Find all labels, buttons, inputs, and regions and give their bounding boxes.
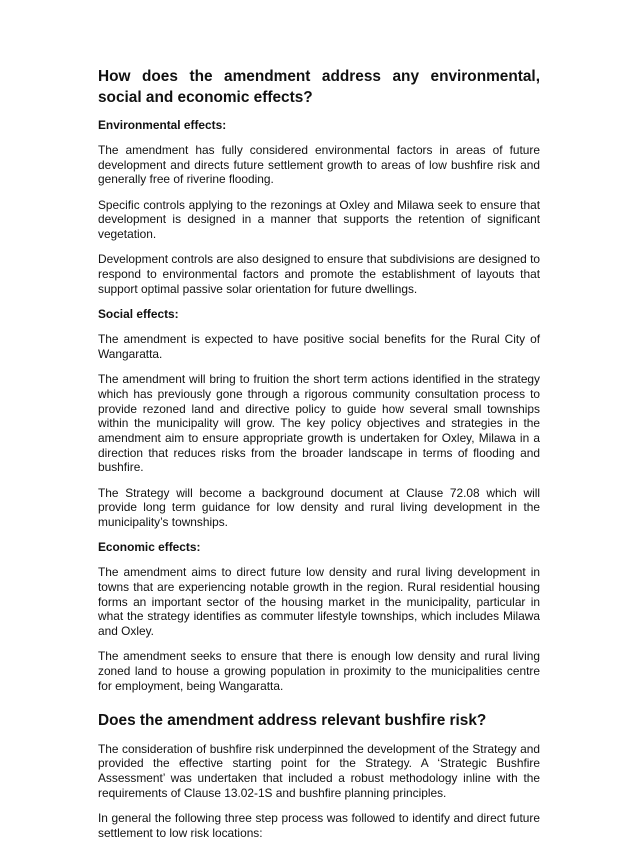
paragraph: The amendment seeks to ensure that there is enough low density and rural living zoned land to house a growing population in proximity to the municipalities centre for employment, being Wangaratta.	[98, 649, 540, 693]
paragraph: Specific controls applying to the rezonings at Oxley and Milawa seek to ensure that development is designed in a manner that supports the retention of significant vegetation.	[98, 197, 540, 242]
paragraph: The consideration of bushfire risk underpinned the development of the Strategy and provided the effective starting point for the Strategy. A ‘Strategic Bushfire Assessment’ was undertaken that included a robust methodology inline with the requirements of Clause 13.02-1S and bushfire planning principles.	[98, 741, 540, 800]
subheading-economic: Economic effects:	[98, 540, 201, 555]
section-heading-effects: How does the amendment address any environmental, social and economic effects?	[98, 68, 540, 106]
paragraph: The Strategy will become a background document at Clause 72.08 which will provide long term guidance for low density and rural living development in the municipality’s townships.	[98, 485, 540, 530]
paragraph: The amendment aims to direct future low density and rural living development in towns that are experiencing notable growth in the region. Rural residential housing forms an important sector of the housing market in the municipality, particular in what the strategy identifies as commuter lifestyle townships, which includes Milawa and Oxley.	[98, 565, 540, 639]
paragraph: The amendment has fully considered environmental factors in areas of future development and directs future settlement growth to areas of low bushfire risk and generally free of riverine flooding.	[98, 143, 540, 187]
paragraph: The amendment will bring to fruition the short term actions identified in the strategy which has previously gone through a rigorous community consultation process to provide rezoned land and directive policy to guide how several small townships within the municipality will grow. The key policy objectives and strategies in the amendment aim to ensure appropriate growth is undertaken for Oxley, Milawa in a direction that reduces risks from the broader landscape in terms of flooding and bushfire.	[98, 372, 540, 475]
document-page	[98, 66, 540, 851]
paragraph: The amendment is expected to have positive social benefits for the Rural City of Wangaratta.	[98, 332, 540, 361]
section-heading-bushfire: Does the amendment address relevant bushfire risk?	[98, 711, 487, 729]
subheading-social: Social effects:	[98, 307, 179, 322]
paragraph: In general the following three step process was followed to identify and direct future settlement to low risk locations:	[98, 810, 540, 840]
paragraph: Development controls are also designed to ensure that subdivisions are designed to respond to environmental factors and promote the establishment of layouts that support optimal passive solar orientation for future dwellings.	[98, 252, 540, 296]
subheading-environmental: Environmental effects:	[98, 118, 227, 132]
